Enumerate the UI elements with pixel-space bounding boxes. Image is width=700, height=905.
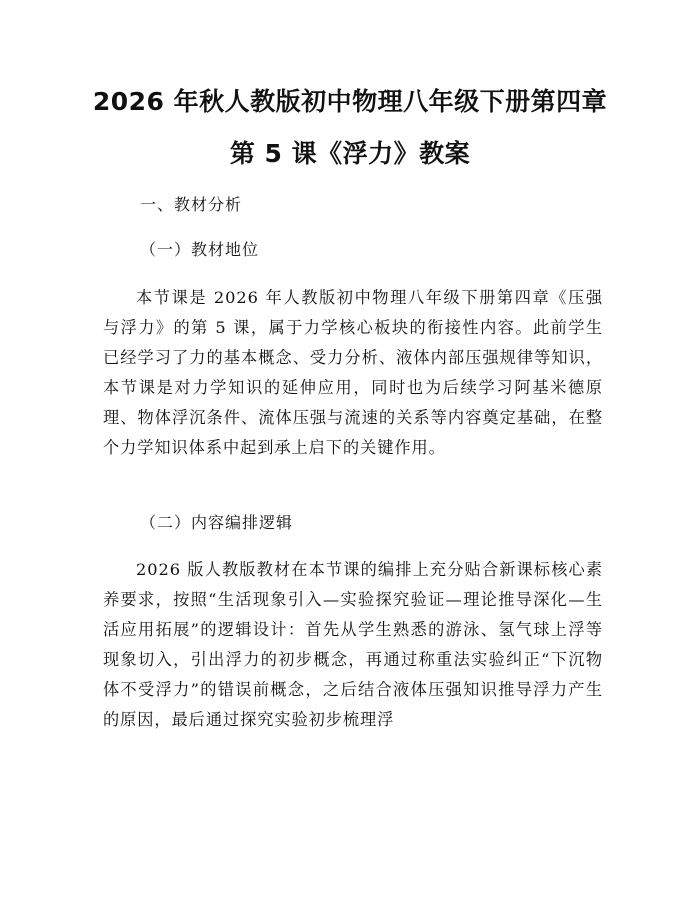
document-title-line-1: 2026 年秋人教版初中物理八年级下册第四章 bbox=[92, 87, 608, 116]
subsection-heading-content-logic: （二）内容编排逻辑 bbox=[140, 513, 294, 532]
section-heading-textbook-analysis: 一、教材分析 bbox=[140, 195, 243, 214]
paragraph-textbook-position: 本节课是 2026 年人教版初中物理八年级下册第四章《压强与浮力》的第 5 课，属于力学核心板块的衔接性内容。此前学生已经学习了力的基本概念、受力分析、液体内部压强规律等知识，本节课是对力学知识的延伸应用，同时也为后续学习阿基米德原理、物体浮沉条件、流体压强与流速的关系等内容奠定基础，在整个力学知识体系中起到承上启下的关键作用。 bbox=[103, 288, 603, 458]
paragraph-content-logic: 2026 版人教版教材在本节课的编排上充分贴合新课标核心素养要求，按照“生活现象引入—实验探究验证—理论推导深化—生活应用拓展”的逻辑设计：首先从学生熟悉的游泳、氢气球上浮等现象切入，引出浮力的初步概念，再通过称重法实验纠正“下沉物体不受浮力”的错误前概念，之后结合液体压强知识推导浮力产生的原因，最后通过探究实验初步梳理浮 bbox=[103, 560, 603, 730]
subsection-heading-textbook-position: （一）教材地位 bbox=[140, 240, 260, 259]
document-title-line-2: 第 5 课《浮力》教案 bbox=[229, 139, 471, 168]
